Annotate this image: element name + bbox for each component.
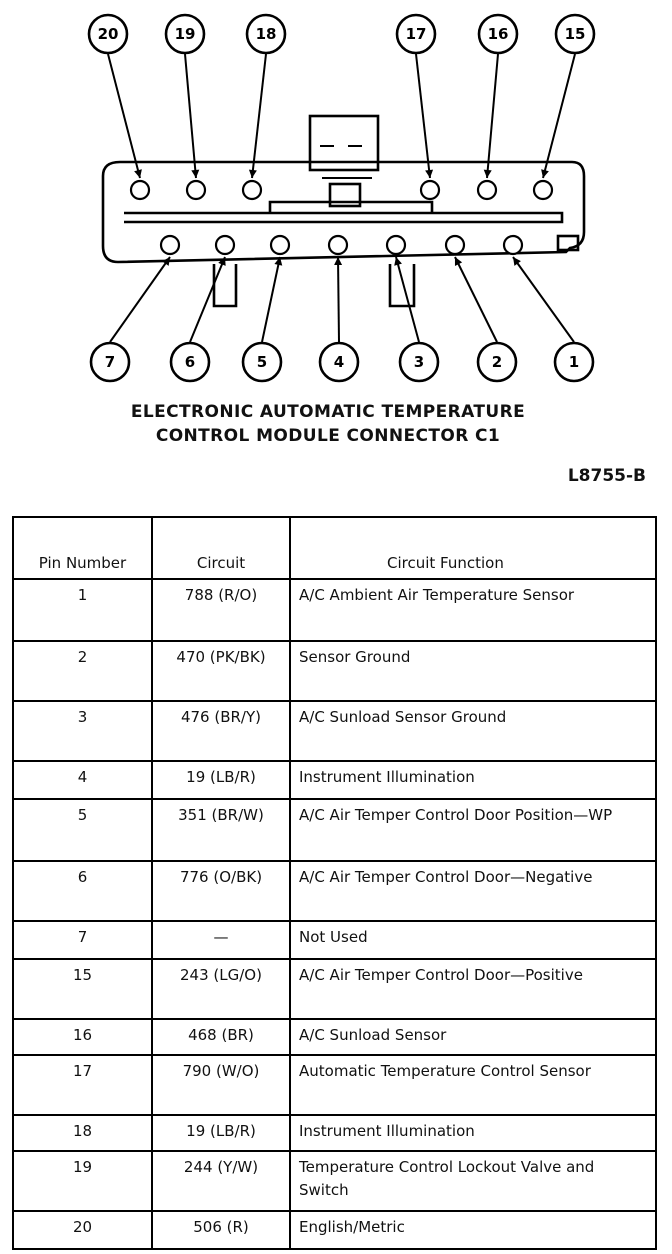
circuit-cell: 788 (R/O): [152, 579, 290, 641]
table-row: [13, 921, 656, 959]
circuit-cell: 19 (LB/R): [152, 761, 290, 799]
circuit-cell: 790 (W/O): [152, 1055, 290, 1115]
pin-callout-label: 6: [184, 353, 196, 371]
connector-pin: [161, 236, 179, 254]
connector-pin: [421, 181, 439, 199]
function-cell: A/C Sunload Sensor Ground: [290, 701, 656, 761]
pin-cell: 1: [13, 579, 152, 641]
pin-callout-label: 3: [413, 353, 425, 371]
pin-cell: 19: [13, 1151, 152, 1211]
pin-callout-label: 17: [405, 25, 427, 43]
arrowhead: [162, 257, 170, 266]
table-row: [13, 579, 656, 641]
circuit-cell: —: [152, 921, 290, 959]
table-row: [13, 799, 656, 861]
table-header-row: [13, 517, 656, 579]
function-cell: Instrument Illumination: [290, 761, 656, 799]
table-row: [13, 1115, 656, 1151]
pin-cell: 16: [13, 1019, 152, 1055]
pin-cell: 15: [13, 959, 152, 1019]
table-row: [13, 761, 656, 799]
pin-callout-label: 15: [564, 25, 586, 43]
pin-callout-label: 5: [256, 353, 268, 371]
callout-leader-line: [416, 54, 430, 178]
circuit-cell: 776 (O/BK): [152, 861, 290, 921]
function-cell: Instrument Illumination: [290, 1115, 656, 1151]
pin-cell: 6: [13, 861, 152, 921]
callout-leader-line: [487, 54, 498, 178]
pin-cell: 18: [13, 1115, 152, 1151]
connector-pin: [504, 236, 522, 254]
header-circuit-function: Circuit Function: [290, 517, 656, 579]
circuit-cell: 476 (BR/Y): [152, 701, 290, 761]
function-cell: Sensor Ground: [290, 641, 656, 701]
diagram-caption-line-1: ELECTRONIC AUTOMATIC TEMPERATURE: [130, 402, 526, 422]
callout-leader-line: [396, 257, 419, 342]
header-circuit: Circuit: [152, 517, 290, 579]
pin-cell: 17: [13, 1055, 152, 1115]
pin-callout-label: 7: [104, 353, 116, 371]
callout-leader-line: [338, 257, 339, 342]
bottom-tab-right: [390, 264, 414, 306]
connector-pin: [329, 236, 347, 254]
callout-leader-line: [262, 257, 280, 342]
callout-leader-line: [190, 257, 225, 342]
table-row: [13, 959, 656, 1019]
pin-callout-label: 20: [97, 25, 119, 43]
pin-callout-label: 19: [174, 25, 196, 43]
pin-callout-label: 4: [333, 353, 345, 371]
pinout-table: [12, 516, 657, 1250]
connector-center-key: [270, 202, 432, 213]
arrowhead: [134, 169, 142, 178]
circuit-cell: 506 (R): [152, 1211, 290, 1249]
figure-id: L8755-B: [567, 466, 646, 486]
connector-pin: [478, 181, 496, 199]
connector-pin: [216, 236, 234, 254]
circuit-cell: 351 (BR/W): [152, 799, 290, 861]
pin-callout-label: 1: [568, 353, 580, 371]
connector-diagram: [0, 0, 672, 400]
connector-pin: [131, 181, 149, 199]
function-cell: English/Metric: [290, 1211, 656, 1249]
function-cell: A/C Air Temper Control Door—Negative: [290, 861, 656, 921]
pin-cell: 5: [13, 799, 152, 861]
callout-leader-line: [185, 54, 196, 178]
connector-pin: [534, 181, 552, 199]
connector-pin: [446, 236, 464, 254]
circuit-cell: 243 (LG/O): [152, 959, 290, 1019]
callout-leader-line: [455, 257, 497, 342]
function-cell: Automatic Temperature Control Sensor: [290, 1055, 656, 1115]
circuit-cell: 19 (LB/R): [152, 1115, 290, 1151]
connector-pin: [387, 236, 405, 254]
table-row: [13, 1055, 656, 1115]
connector-pin: [243, 181, 261, 199]
circuit-cell: 470 (PK/BK): [152, 641, 290, 701]
pin-callout-label: 18: [255, 25, 277, 43]
table-row: [13, 1019, 656, 1055]
connector-inner-rail: [124, 213, 562, 222]
function-cell: A/C Air Temper Control Door Position—WP: [290, 799, 656, 861]
callout-leader-line: [513, 257, 574, 342]
arrowhead: [541, 169, 549, 178]
pin-callout-label: 2: [491, 353, 503, 371]
callout-leader-line: [252, 54, 266, 178]
connector-pin: [187, 181, 205, 199]
connector-pin: [271, 236, 289, 254]
pin-cell: 3: [13, 701, 152, 761]
header-pin-number: Pin Number: [13, 517, 152, 579]
table-row: [13, 1211, 656, 1249]
arrowhead: [484, 170, 492, 178]
function-cell: Not Used: [290, 921, 656, 959]
callout-leader-line: [108, 54, 140, 178]
pin-callout-label: 16: [487, 25, 509, 43]
table-row: [13, 1151, 656, 1211]
arrowhead: [191, 170, 199, 178]
circuit-cell: 468 (BR): [152, 1019, 290, 1055]
table-row: [13, 861, 656, 921]
function-cell: Temperature Control Lockout Valve and Switch: [290, 1151, 656, 1211]
diagram-caption-line-2: CONTROL MODULE CONNECTOR C1: [155, 426, 501, 446]
function-cell: A/C Air Temper Control Door—Positive: [290, 959, 656, 1019]
table-row: [13, 701, 656, 761]
arrowhead: [513, 257, 521, 266]
callout-leader-line: [110, 257, 170, 342]
callout-leader-line: [543, 54, 575, 178]
pin-cell: 7: [13, 921, 152, 959]
table-row: [13, 641, 656, 701]
pin-cell: 4: [13, 761, 152, 799]
circuit-cell: 244 (Y/W): [152, 1151, 290, 1211]
pin-cell: 2: [13, 641, 152, 701]
pin-cell: 20: [13, 1211, 152, 1249]
function-cell: A/C Sunload Sensor: [290, 1019, 656, 1055]
bottom-tab-left: [214, 264, 236, 306]
function-cell: A/C Ambient Air Temperature Sensor: [290, 579, 656, 641]
